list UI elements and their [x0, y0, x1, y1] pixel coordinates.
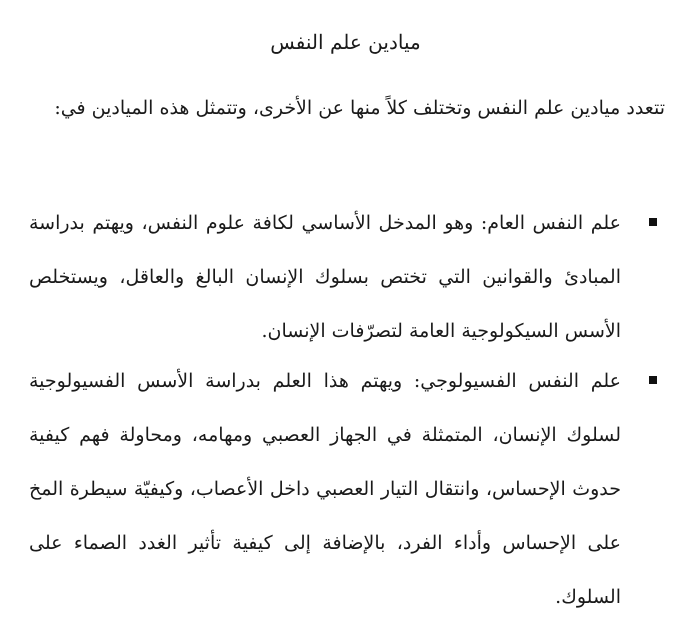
page-title: ميادين علم النفس: [270, 30, 421, 54]
list-item-text: علم النفس العام: وهو المدخل الأساسي لكافة علوم النفس، ويهتم بدراسة المبادئ والقوانين التي تختص بسلوك الإنسان البالغ والعاقل، ويستخلص الأسس السيكولوجية العامة لتصرّفات الإنسان.: [29, 212, 621, 342]
intro-paragraph: تتعدد ميادين علم النفس وتختلف كلاً منها عن الأخرى، وتتمثل هذه الميادين في:: [54, 97, 665, 119]
list-item-text: علم النفس الفسيولوجي: ويهتم هذا العلم بدراسة الأسس الفسيولوجية لسلوك الإنسان، المتمثلة في الجهاز العصبي ومهامه، ومحاولة فهم كيفية حدوث الإحساس، وانتقال التيار العصبي داخل الأعصاب، وكيفيّة سيطرة المخ على الإحساس وأداء الفرد، بالإضافة إلى كيفية تأثير الغدد الصماء على السلوك.: [29, 370, 621, 608]
square-bullet-icon: [649, 218, 657, 226]
list-item-general-psychology: [29, 196, 657, 358]
list-item-physiological-psychology: [29, 354, 657, 624]
square-bullet-icon: [649, 376, 657, 384]
